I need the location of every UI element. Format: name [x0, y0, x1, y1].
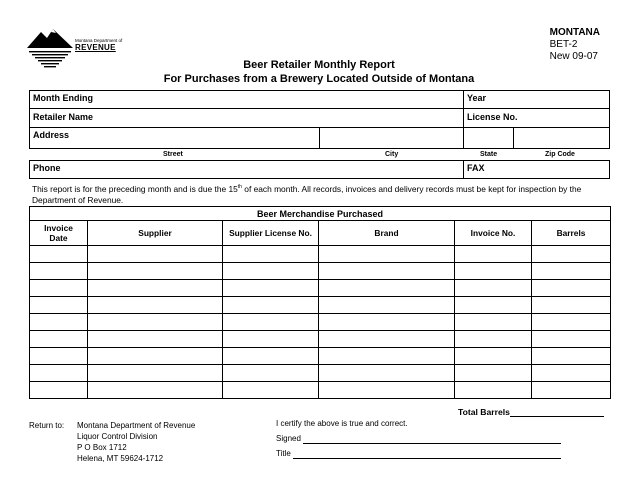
table-cell[interactable] [88, 382, 223, 399]
table-cell[interactable] [455, 263, 532, 280]
header-supplier-license: Supplier License No. [223, 221, 319, 246]
note-part-1: This report is for the preceding month and is due the 15 [32, 183, 238, 194]
table-cell[interactable] [532, 280, 611, 297]
logo-dept-text: Montana Department of [75, 38, 123, 43]
report-title [0, 58, 638, 86]
year-field[interactable]: Year [467, 93, 487, 103]
header-invoice-date [30, 221, 88, 246]
table-cell[interactable] [30, 348, 88, 365]
table-row [30, 365, 611, 382]
table-cell[interactable] [223, 331, 319, 348]
table-cell[interactable] [223, 365, 319, 382]
table-row [30, 297, 611, 314]
table-cell[interactable] [30, 331, 88, 348]
table-cell[interactable] [532, 348, 611, 365]
table-cell[interactable] [532, 365, 611, 382]
logo-revenue-text: REVENUE [75, 43, 116, 52]
purchases-table [29, 206, 611, 399]
title-field[interactable] [293, 448, 561, 459]
table-cell[interactable] [319, 246, 455, 263]
return-line-3: P O Box 1712 [77, 443, 127, 452]
fax-field[interactable]: FAX [467, 163, 485, 173]
table-cell[interactable] [88, 348, 223, 365]
phone-field[interactable]: Phone [33, 163, 61, 173]
table-cell[interactable] [88, 297, 223, 314]
return-line-2: Liquor Control Division [77, 432, 158, 441]
table-cell[interactable] [88, 314, 223, 331]
table-cell[interactable] [30, 297, 88, 314]
table-cell[interactable] [455, 331, 532, 348]
table-row [30, 263, 611, 280]
table-cell[interactable] [30, 382, 88, 399]
table-cell[interactable] [532, 331, 611, 348]
header-brand: Brand [319, 221, 455, 246]
table-cell[interactable] [223, 348, 319, 365]
table-cell[interactable] [223, 314, 319, 331]
city-label: City [385, 151, 399, 158]
table-cell[interactable] [532, 382, 611, 399]
table-cell[interactable] [223, 246, 319, 263]
table-cell[interactable] [455, 246, 532, 263]
title-label: Title [276, 449, 291, 458]
table-cell[interactable] [88, 331, 223, 348]
table-cell[interactable] [319, 263, 455, 280]
table-cell[interactable] [30, 280, 88, 297]
table-cell[interactable] [30, 263, 88, 280]
table-cell[interactable] [88, 246, 223, 263]
table-cell[interactable] [88, 365, 223, 382]
header-invoice-line-2: Date [49, 233, 68, 243]
zip-label: Zip Code [545, 151, 575, 158]
header-invoice-line-1: Invoice [44, 223, 73, 233]
signed-field[interactable] [303, 433, 561, 444]
table-cell[interactable] [223, 382, 319, 399]
header-invoice-no: Invoice No. [455, 221, 532, 246]
title-line-1: Beer Retailer Monthly Report [243, 59, 395, 71]
title-line [276, 448, 561, 459]
table-cell[interactable] [319, 314, 455, 331]
address-field[interactable]: Address [33, 130, 70, 140]
signed-label: Signed [276, 434, 301, 443]
table-row [30, 331, 611, 348]
table-cell[interactable] [532, 263, 611, 280]
table-row [30, 314, 611, 331]
table-cell[interactable] [319, 348, 455, 365]
table-cell[interactable] [30, 246, 88, 263]
form-state: MONTANA [549, 27, 600, 38]
total-barrels-field[interactable] [510, 406, 604, 417]
table-title: Beer Merchandise Purchased [30, 207, 611, 221]
total-barrels-label: Total Barrels [458, 407, 510, 417]
table-cell[interactable] [455, 297, 532, 314]
form-version: New 09-07 [549, 51, 598, 62]
note-part-2: of each month. All records, invoices and delivery records must be kept for inspection by the Department of Revenue. [32, 183, 582, 205]
return-address [77, 420, 195, 464]
return-line-4: Helena, MT 59624-1712 [77, 454, 164, 463]
instructions-note [32, 182, 612, 206]
table-cell[interactable] [223, 263, 319, 280]
table-cell[interactable] [319, 297, 455, 314]
table-cell[interactable] [455, 365, 532, 382]
table-row [30, 382, 611, 399]
row-phone [29, 160, 610, 179]
table-cell[interactable] [455, 382, 532, 399]
total-barrels [458, 406, 604, 417]
table-cell[interactable] [88, 263, 223, 280]
form-code: BET-2 [549, 39, 578, 50]
month-ending-field[interactable]: Month Ending [33, 93, 93, 103]
table-cell[interactable] [455, 280, 532, 297]
table-cell[interactable] [319, 365, 455, 382]
table-cell[interactable] [88, 280, 223, 297]
table-cell[interactable] [455, 348, 532, 365]
table-cell[interactable] [455, 314, 532, 331]
table-row [30, 246, 611, 263]
street-label: Street [163, 151, 183, 158]
table-row [30, 348, 611, 365]
table-cell[interactable] [532, 246, 611, 263]
header-supplier: Supplier [88, 221, 223, 246]
table-cell[interactable] [532, 297, 611, 314]
table-cell[interactable] [30, 365, 88, 382]
title-line-2: For Purchases from a Brewery Located Outside of Montana [163, 73, 475, 85]
header-barrels: Barrels [532, 221, 611, 246]
state-label: State [480, 151, 498, 158]
return-to-label: Return to: [29, 421, 65, 430]
row-retailer [29, 108, 610, 128]
table-cell[interactable] [532, 314, 611, 331]
note-superscript: th [237, 184, 242, 190]
table-cell[interactable] [319, 382, 455, 399]
license-no-field[interactable]: License No. [467, 112, 518, 122]
table-row [30, 280, 611, 297]
signed-line [276, 433, 561, 444]
table-cell[interactable] [319, 331, 455, 348]
table-cell[interactable] [319, 280, 455, 297]
table-cell[interactable] [223, 297, 319, 314]
return-line-1: Montana Department of Revenue [77, 421, 196, 430]
row-month-ending [29, 90, 610, 109]
retailer-name-field[interactable]: Retailer Name [33, 112, 94, 122]
table-cell[interactable] [30, 314, 88, 331]
table-cell[interactable] [223, 280, 319, 297]
certify-text: I certify the above is true and correct. [276, 419, 408, 428]
